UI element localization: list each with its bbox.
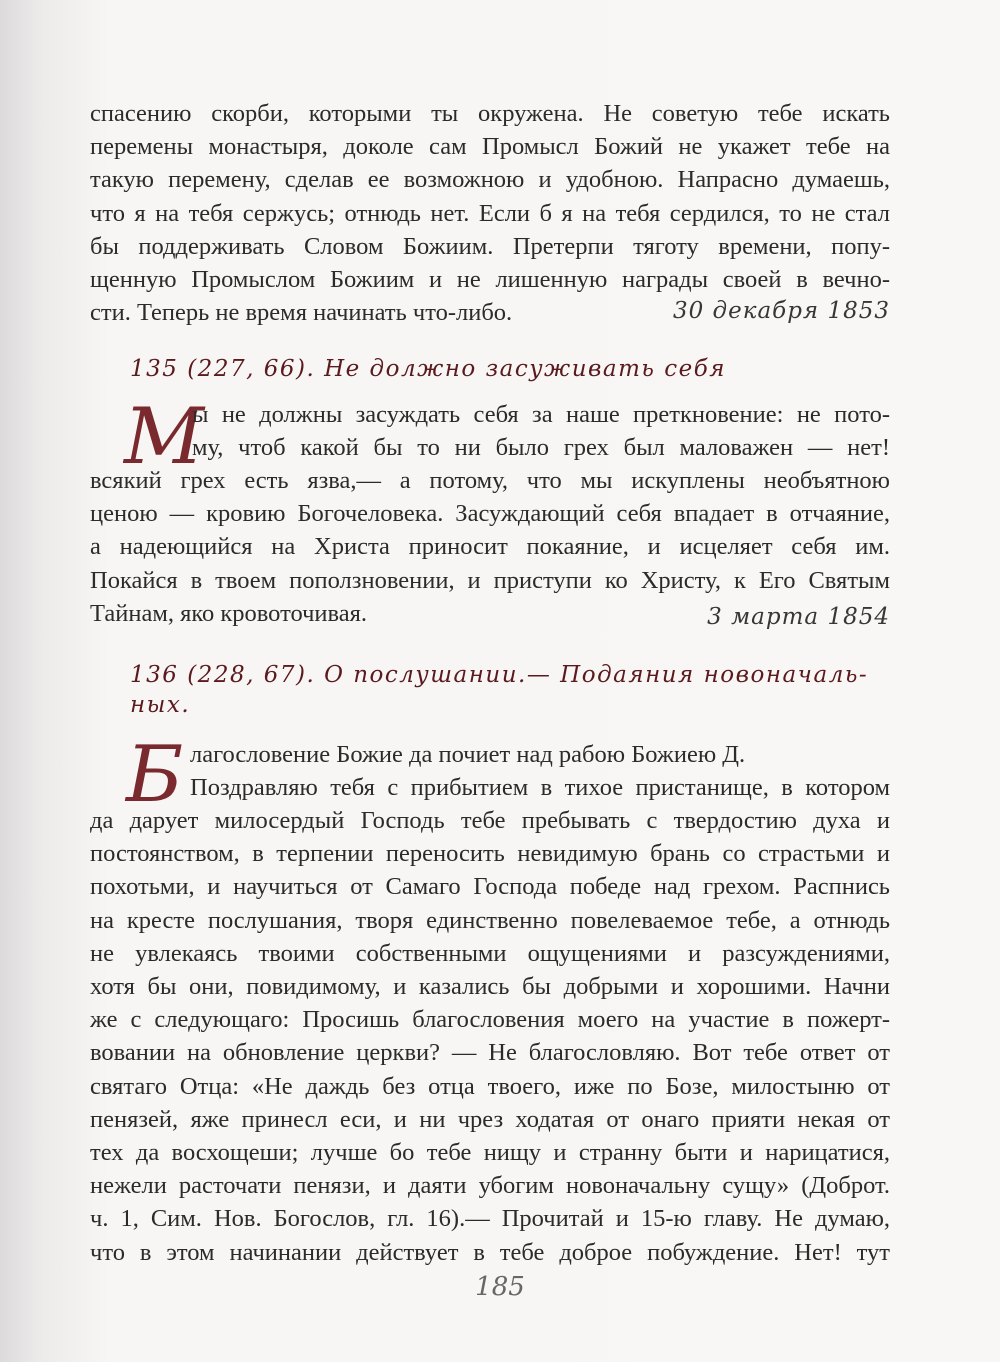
letter-134-date: 30 декабря 1853 [672, 298, 890, 324]
text-line: Покайся в твоем поползновении, и приступи ко Христу, к Его Святым [90, 566, 890, 594]
text-line: нежели расточати пенязи, и даяти убогим новоначальну сущу» (Доброт. [90, 1172, 890, 1200]
text-line: спасению скорби, которыми ты окружена. Не советую тебе искать [90, 100, 890, 127]
text-line: му, чтоб какой бы то ни было грех был маловажен — нет! [192, 434, 890, 462]
letter-135-date: 3 марта 1854 [707, 604, 890, 630]
text-line: щенную Промыслом Божиим и не лишенную награды своей в вечно- [90, 266, 890, 294]
text-line: не увлекаясь твоими собственными ощущениями и разсуждениями, [90, 939, 890, 967]
text-line: вовании на обновление церкви? — Не благословляю. Вот тебе ответ от [90, 1039, 890, 1067]
text-line: ценою — кровию Богочеловека. Засуждающий себя впадает в отчаяние, [90, 500, 890, 528]
text-line: лагословение Божие да почиет над рабою Божиею Д. [190, 741, 746, 768]
text-line: ч. 1, Сим. Нов. Богослов, гл. 16).— Прочитай и 15-ю главу. Не думаю, [90, 1205, 890, 1233]
text-line: такую перемену, сделав ее возможною и удобною. Напрасно думаешь, [90, 166, 890, 194]
text-line: сти. Теперь не время начинать что-либо. [90, 299, 513, 327]
text-line: а надеющийся на Христа приносит покаяние, и исцеляет себя им. [90, 533, 890, 561]
letter-136-text-indented [190, 738, 890, 804]
text-line: же с следующаго: Просишь благословения моего на участие в пожерт- [90, 1006, 890, 1034]
text-line: на кресте послушания, творя единственно повелеваемое тебе, а отнюдь [90, 906, 890, 934]
text-line: Поздравляю тебя с прибытием в тихое пристанище, в котором [190, 774, 890, 802]
text-line: что я на тебя сержусь; отнюдь нет. Если б я на тебя сердился, то не стал [90, 199, 890, 227]
letter-136-text [90, 804, 890, 1269]
text-line: тех да восхощеши; лучше бо тебе нищу и странну быти и нарицатися, [90, 1139, 890, 1167]
text-line: бы поддерживать Словом Божиим. Претерпи тяготу времени, попу- [90, 232, 890, 260]
text-line: святаго Отца: «Не даждь без отца твоего, иже по Бозе, милостыню от [90, 1072, 890, 1100]
letter-135-dropcap: М [124, 392, 204, 482]
text-line: да дарует милосердый Господь тебе пребывать с твердостию духа и [90, 807, 890, 834]
text-line: постоянством, в терпении переносить невидимую брань со страстьми и [90, 840, 890, 868]
letter-136-heading-continued: ных. [130, 692, 191, 718]
text-line: ы не должны засуждать себя за наше преткновение: не пото- [192, 401, 890, 428]
letter-135-text-indented [192, 398, 890, 464]
text-line: всякий грех есть язва,— а потому, что мы искуплены необъятною [90, 467, 890, 494]
letter-136-heading: 136 (228, 67). О послушании.— Подаяния новоначаль- [130, 662, 869, 688]
letter-135-heading: 135 (227, 66). Не должно засуживать себя [130, 356, 727, 382]
letter-134-text [90, 97, 890, 329]
text-line: что в этом начинании действует в тебе доброе побуждение. Нет! тут [90, 1238, 890, 1266]
page-number: 185 [475, 1272, 525, 1302]
letter-136-dropcap: Б [126, 730, 184, 820]
text-line: Тайнам, яко кровоточивая. [90, 599, 368, 627]
text-line: пенязей, яже принесл еси, и ни чрез ходатая от онаго прияти некая от [90, 1105, 890, 1133]
text-line: хотя бы они, повидимому, и казались бы добрыми и хорошими. Начни [90, 973, 890, 1001]
text-line: похотьми, и научиться от Самаго Господа победе над грехом. Распнись [90, 873, 890, 901]
text-line: перемены монастыря, доколе сам Промысл Божий не укажет тебе на [90, 133, 890, 161]
